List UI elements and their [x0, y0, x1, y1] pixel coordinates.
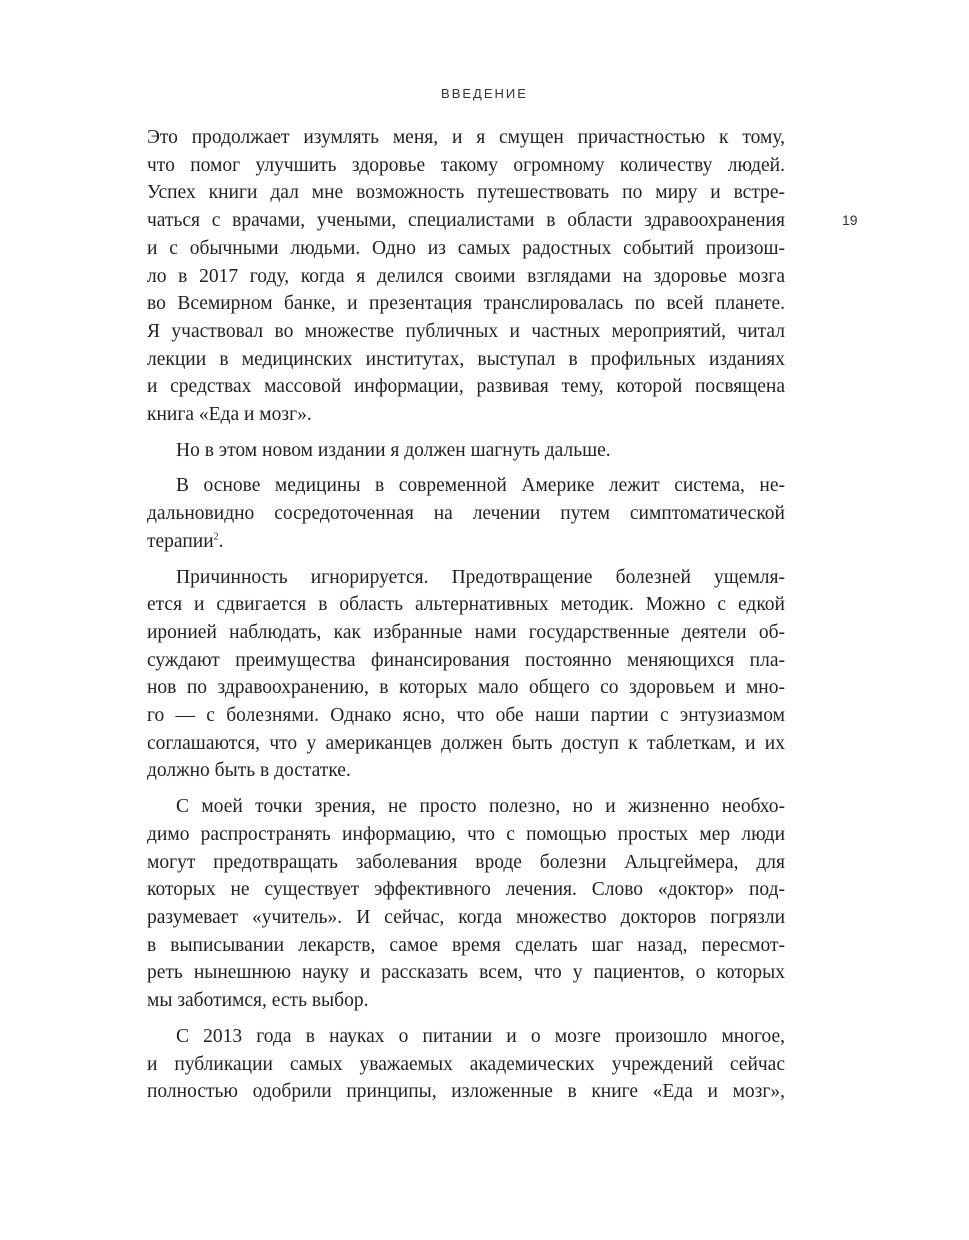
text-line: разумевает «учитель». И сейчас, когда множество докторов погрязли — [147, 906, 785, 928]
text-line: Успех книги дал мне возможность путешествовать по миру и встре- — [147, 182, 785, 204]
text-fragment: терапии — [147, 530, 214, 552]
paragraph — [147, 793, 785, 1015]
text-line: С 2013 года в науках о питании и о мозге произошло многое, — [176, 1025, 785, 1047]
paragraph — [147, 124, 785, 429]
text-line: и с обычными людьми. Одно из самых радостных событий произош- — [147, 237, 785, 259]
text-line: соглашаются, что у американцев должен быть доступ к таблеткам, и их — [147, 732, 785, 754]
text-line: и средствах массовой информации, развивая тему, которой посвящена — [147, 376, 785, 398]
text-line: ло в 2017 году, когда я делился своими взглядами на здоровье мозга — [147, 265, 785, 287]
text-line: полностью одобрили принципы, изложенные в книге «Еда и мозг», — [147, 1081, 785, 1103]
text-line: Я участвовал во множестве публичных и частных мероприятий, читал — [147, 320, 785, 342]
paragraph — [147, 437, 785, 465]
text-line: суждают преимущества финансирования постоянно меняющихся пла- — [147, 649, 785, 671]
text-line: ется и сдвигается в область альтернативных методик. Можно с едкой — [147, 594, 785, 616]
text-line: Причинность игнорируется. Предотвращение болезней ущемля- — [176, 566, 785, 588]
text-line: С моей точки зрения, не просто полезно, но и жизненно необхо- — [176, 796, 785, 818]
text-line: которых не существует эффективного лечения. Слово «доктор» под- — [147, 879, 785, 901]
text-line — [147, 528, 785, 556]
text-line: во Всемирном банке, и презентация транслировалась по всей планете. — [147, 293, 785, 315]
text-line: реть нынешнюю науку и рассказать всем, что у пациентов, о которых — [147, 962, 785, 984]
text-line: нов по здравоохранению, в которых мало общего со здоровьем и мно- — [147, 677, 785, 699]
text-line: димо распространять информацию, что с помощью простых мер люди — [147, 823, 785, 845]
text-fragment: . — [218, 530, 224, 552]
text-line: дальновидно сосредоточенная на лечении путем симптоматической — [147, 503, 785, 525]
text-line: лекции в медицинских институтах, выступал в профильных изданиях — [147, 348, 785, 370]
paragraph — [147, 1023, 785, 1106]
page-number: 19 — [842, 212, 858, 228]
text-line: мы заботимся, есть выбор. — [147, 990, 369, 1012]
text-line: могут предотвращать заболевания вроде болезни Альцгеймера, для — [147, 851, 785, 873]
footnote-reference: 2 — [213, 531, 219, 543]
text-line: чаться с врачами, учеными, специалистами в области здравоохранения — [147, 210, 785, 232]
running-title: ВВЕДЕНИЕ — [441, 86, 528, 101]
paragraph — [147, 564, 785, 786]
text-line: Но в этом новом издании я должен шагнуть дальше. — [176, 439, 611, 461]
text-line: го — с болезнями. Однако ясно, что обе наши партии с энтузиазмом — [147, 705, 785, 727]
text-line: что помог улучшить здоровье такому огромному количеству людей. — [147, 154, 785, 176]
text-line: Это продолжает изумлять меня, и я смущен причастностью к тому, — [147, 127, 785, 148]
text-line: должно быть в достатке. — [147, 760, 351, 782]
text-line: иронией наблюдать, как избранные нами государственные деятели об- — [147, 621, 785, 643]
text-line: В основе медицины в современной Америке лежит система, не- — [176, 475, 785, 497]
paragraph — [147, 472, 785, 555]
text-line: в выписывании лекарств, самое время сделать шаг назад, пересмот- — [147, 934, 785, 956]
body-text — [147, 124, 785, 1106]
text-line: и публикации самых уважаемых академических учреждений сейчас — [147, 1053, 785, 1075]
text-line: книга «Еда и мозг». — [147, 404, 312, 426]
